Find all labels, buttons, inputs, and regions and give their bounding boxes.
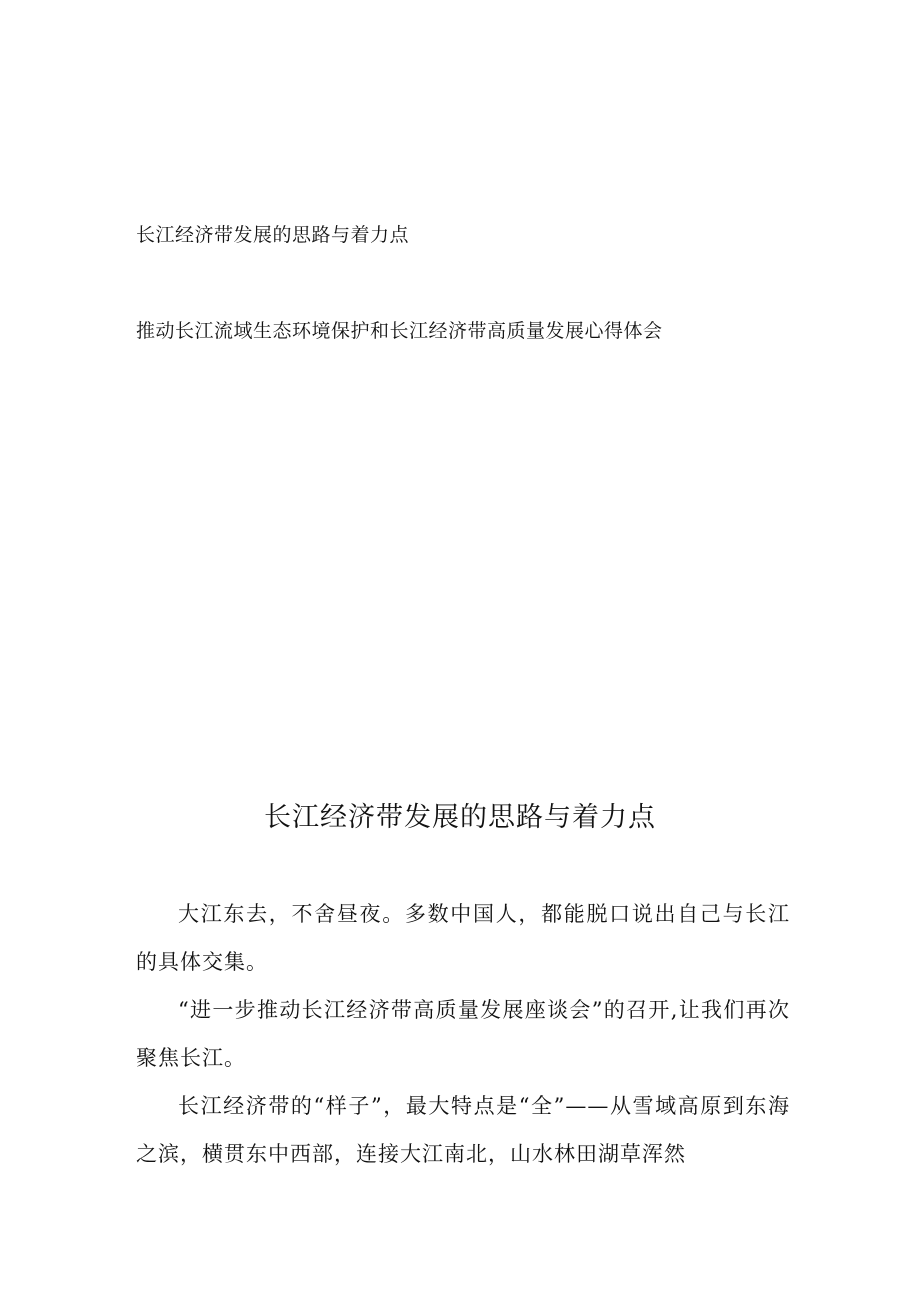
article-body — [136, 890, 790, 1178]
paragraph-2: “进一步推动长江经济带高质量发展座谈会”的召开,让我们再次聚焦长江。 — [136, 998, 790, 1070]
toc-item-2: 推动长江流域生态环境保护和长江经济带高质量发展心得体会 — [136, 320, 663, 342]
toc-item-1: 长江经济带发展的思路与着力点 — [136, 224, 410, 246]
paragraph-3: 长江经济带的“样子”，最大特点是“全”——从雪域高原到东海之滨，横贯东中西部，连接大江南北，山水林田湖草浑然 — [136, 1094, 790, 1166]
paragraph-1: 大江东去，不舍昼夜。多数中国人，都能脱口说出自己与长江的具体交集。 — [136, 902, 790, 974]
article-title: 长江经济带发展的思路与着力点 — [264, 802, 656, 833]
